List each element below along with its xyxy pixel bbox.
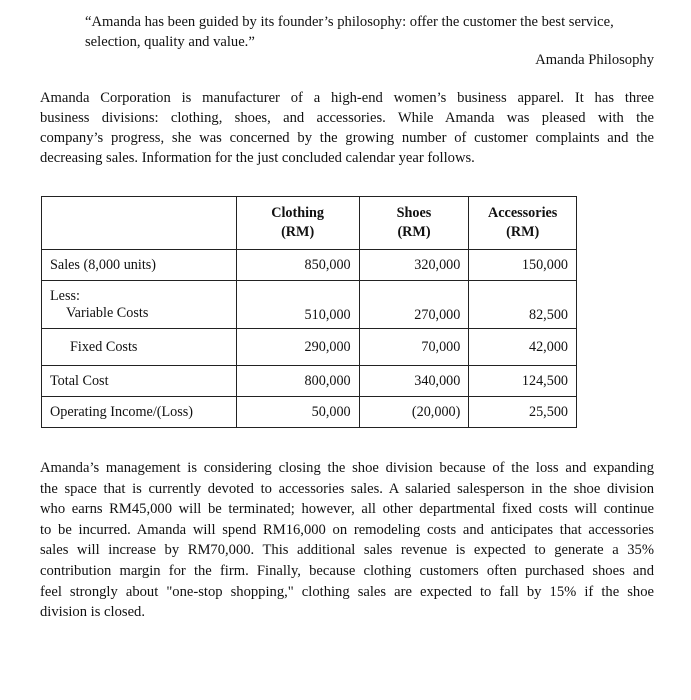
paragraph-line: who earns RM45,000 will be terminated; however, all other departmental fixed costs will continue	[40, 501, 654, 518]
row-label: Variable Costs	[66, 305, 149, 321]
column-header-unit: (RM)	[506, 224, 540, 240]
table-cell: (20,000)	[359, 397, 469, 428]
quote-line: “Amanda has been guided by its founder’s philosophy: offer the customer the best service,	[85, 14, 614, 30]
table-cell: 320,000	[359, 250, 469, 281]
table-cell: 270,000	[359, 281, 469, 329]
table-cell: 70,000	[359, 329, 469, 366]
row-label: Total Cost	[42, 366, 237, 397]
closing-paragraph	[40, 458, 654, 623]
table-header-empty	[42, 197, 237, 250]
row-label: Fixed Costs	[70, 338, 138, 355]
column-header-shoes	[359, 197, 469, 250]
table-cell: 82,500	[469, 281, 577, 329]
column-header-accessories	[469, 197, 577, 250]
row-label-less: Less:	[50, 288, 80, 304]
paragraph-line: the space that is currently devoted to accessories sales. A salaried salesperson in the shoe division	[40, 480, 654, 497]
table-cell: 124,500	[469, 366, 577, 397]
paragraph-line: contribution margin for the firm. Finally, because clothing customers often purchased shoes and	[40, 562, 654, 579]
paragraph-line: to be incurred. Amanda will spend RM16,000 on remodeling costs and anticipates that accessories	[40, 521, 654, 538]
table-cell: 25,500	[469, 397, 577, 428]
table-cell: 850,000	[236, 250, 359, 281]
paragraph-line: Amanda’s management is considering closing the shoe division because of the loss and expanding	[40, 460, 654, 476]
table-cell: 150,000	[469, 250, 577, 281]
paragraph-line: division is closed.	[40, 604, 145, 621]
table-row-variable-costs	[42, 281, 577, 329]
table-cell: 50,000	[236, 397, 359, 428]
column-header-name: Accessories	[488, 205, 558, 221]
row-label: Sales (8,000 units)	[42, 250, 237, 281]
table-row-sales	[42, 250, 577, 281]
intro-paragraph	[40, 88, 654, 168]
quote-attribution: Amanda Philosophy	[535, 52, 654, 68]
row-label: Operating Income/(Loss)	[42, 397, 237, 428]
column-header-unit: (RM)	[397, 224, 431, 240]
table-cell: 340,000	[359, 366, 469, 397]
table-header-row	[42, 197, 577, 250]
table-cell: 42,000	[469, 329, 577, 366]
paragraph-line: Amanda Corporation is manufacturer of a high-end women’s business apparel. It has three	[40, 90, 654, 106]
column-header-unit: (RM)	[281, 224, 315, 240]
column-header-name: Shoes	[396, 205, 432, 221]
paragraph-line: feel strongly about "one-stop shopping," clothing sales are expected to fall by 15% if the shoe	[40, 583, 654, 600]
column-header-name: Clothing	[271, 205, 325, 221]
philosophy-quote	[85, 12, 655, 52]
table-row-operating-income	[42, 397, 577, 428]
table-row-total-cost	[42, 366, 577, 397]
financial-table	[41, 196, 577, 428]
table-row-fixed-costs	[42, 329, 577, 366]
paragraph-line: sales will increase by RM70,000. This additional sales revenue is expected to generate a 35%	[40, 542, 654, 559]
table-cell: 510,000	[236, 281, 359, 329]
row-label-wrap	[42, 329, 237, 366]
table-cell: 290,000	[236, 329, 359, 366]
paragraph-line: decreasing sales. Information for the just concluded calendar year follows.	[40, 150, 475, 166]
row-label-group	[42, 281, 237, 329]
table-cell: 800,000	[236, 366, 359, 397]
column-header-clothing	[236, 197, 359, 250]
quote-line: selection, quality and value.”	[85, 34, 255, 50]
paragraph-line: company’s progress, she was concerned by the growing number of customer complaints and the	[40, 130, 654, 146]
paragraph-line: business divisions: clothing, shoes, and accessories. While Amanda was pleased with the	[40, 110, 654, 126]
